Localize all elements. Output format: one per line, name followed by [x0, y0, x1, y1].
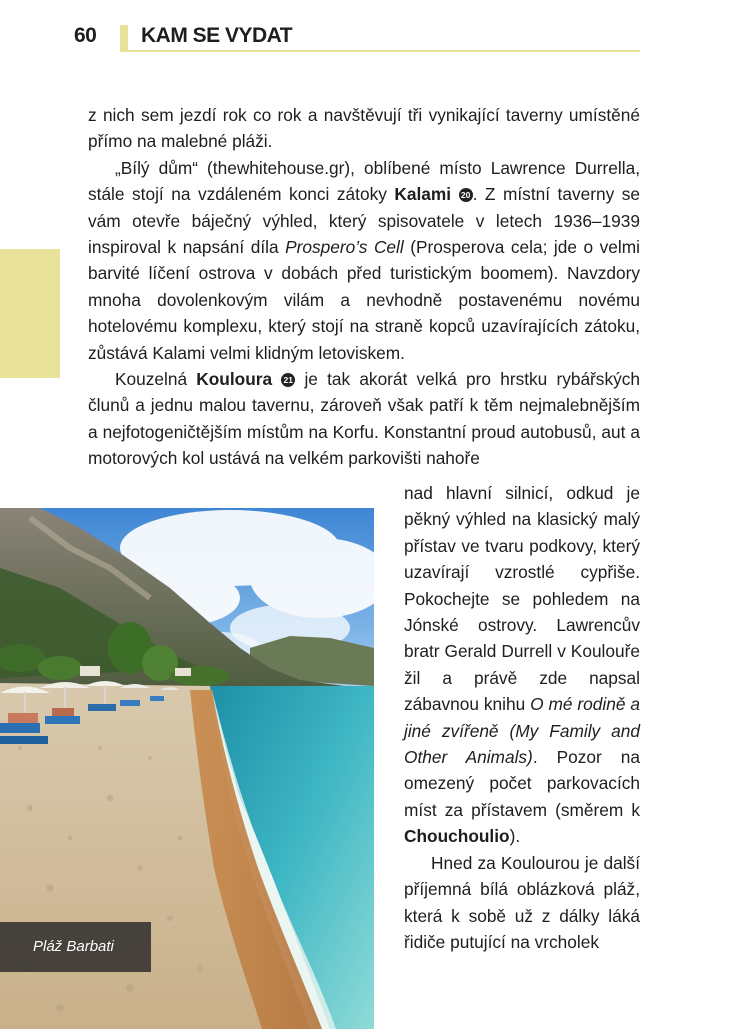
side-thumb-tab — [0, 249, 60, 378]
section-title: KAM SE VYDAT — [141, 24, 293, 47]
page-number: 60 — [74, 24, 97, 47]
book-title: Prospero’s Cell — [285, 237, 404, 258]
paragraph-2: „Bílý dům“ (thewhitehouse.gr), oblíbené místo Lawrence Durrella, stále stojí na vzdáleném konci zátoky Kalami 20 . Z místní taverny se vám otevře báječný výhled, který spisovatele v letech 1936–1939 inspiroval k napsání díla Prospero’s Cell (Prosperova cela; jde o velmi barvité líčení ostrova v dobách před turistickým boomem). Navzdory mnoha dovolenkovým vilám a nevhodně postavenému novému hotelovému komplexu, který stojí na straně kopců uzavírajících zátoku, zůstává Kalami velmi klidným letoviskem. — [88, 157, 640, 363]
paragraph-3: Kouzelná Kouloura 21 je tak akorát velká pro hrstku rybářských člunů a jednu malou tavernu, zároveň však patří k těm nejmalebnějším a nejfotogeničtějším místům na Korfu. Konstantní proud autobusů, aut a motorových kol ustává na velkém parkovišti nahoře — [88, 369, 640, 469]
paragraph-4: Hned za Koulourou je další příjemná bílá oblázková pláž, která k sobě už z dálky láká řidiče putující na vrcholek — [404, 852, 640, 952]
place-name-kalami: Kalami — [394, 184, 452, 205]
body-text-full — [88, 102, 640, 472]
paragraph-1: z nich sem jezdí rok co rok a navštěvují tři vynikající taverny umístěné přímo na malebné pláži. — [88, 105, 640, 152]
paragraph-3-continued: nad hlavní silnicí, odkud je pěkný výhled na klasický malý přístav ve tvaru podkovy, který uzavírají vzrostlé cypřiše. Pokochejte se pohledem na Jónské ostrovy. Lawrencův bratr Gerald Durrell v Koulouře žil a právě zde napsal zábavnou knihu O mé rodině a jiné zvířeně (My Family and Other Animals). Pozor na omezený počet parkovacích míst za přístavem (směrem k Chouchoulio). — [404, 483, 640, 847]
photo-caption: Pláž Barbati — [0, 922, 151, 972]
map-marker-badge: 21 — [281, 373, 295, 387]
header-accent-bar — [120, 25, 128, 51]
book-title: O mé rodině a jiné zvířeně (My Family and Other Animals) — [404, 694, 640, 768]
place-name-chouchoulio: Chouchoulio — [404, 826, 510, 847]
place-name-kouloura: Kouloura — [196, 369, 273, 390]
body-text-right — [404, 480, 640, 955]
header-rule — [120, 50, 640, 52]
page-header — [0, 0, 750, 60]
map-marker-badge: 20 — [459, 188, 473, 202]
